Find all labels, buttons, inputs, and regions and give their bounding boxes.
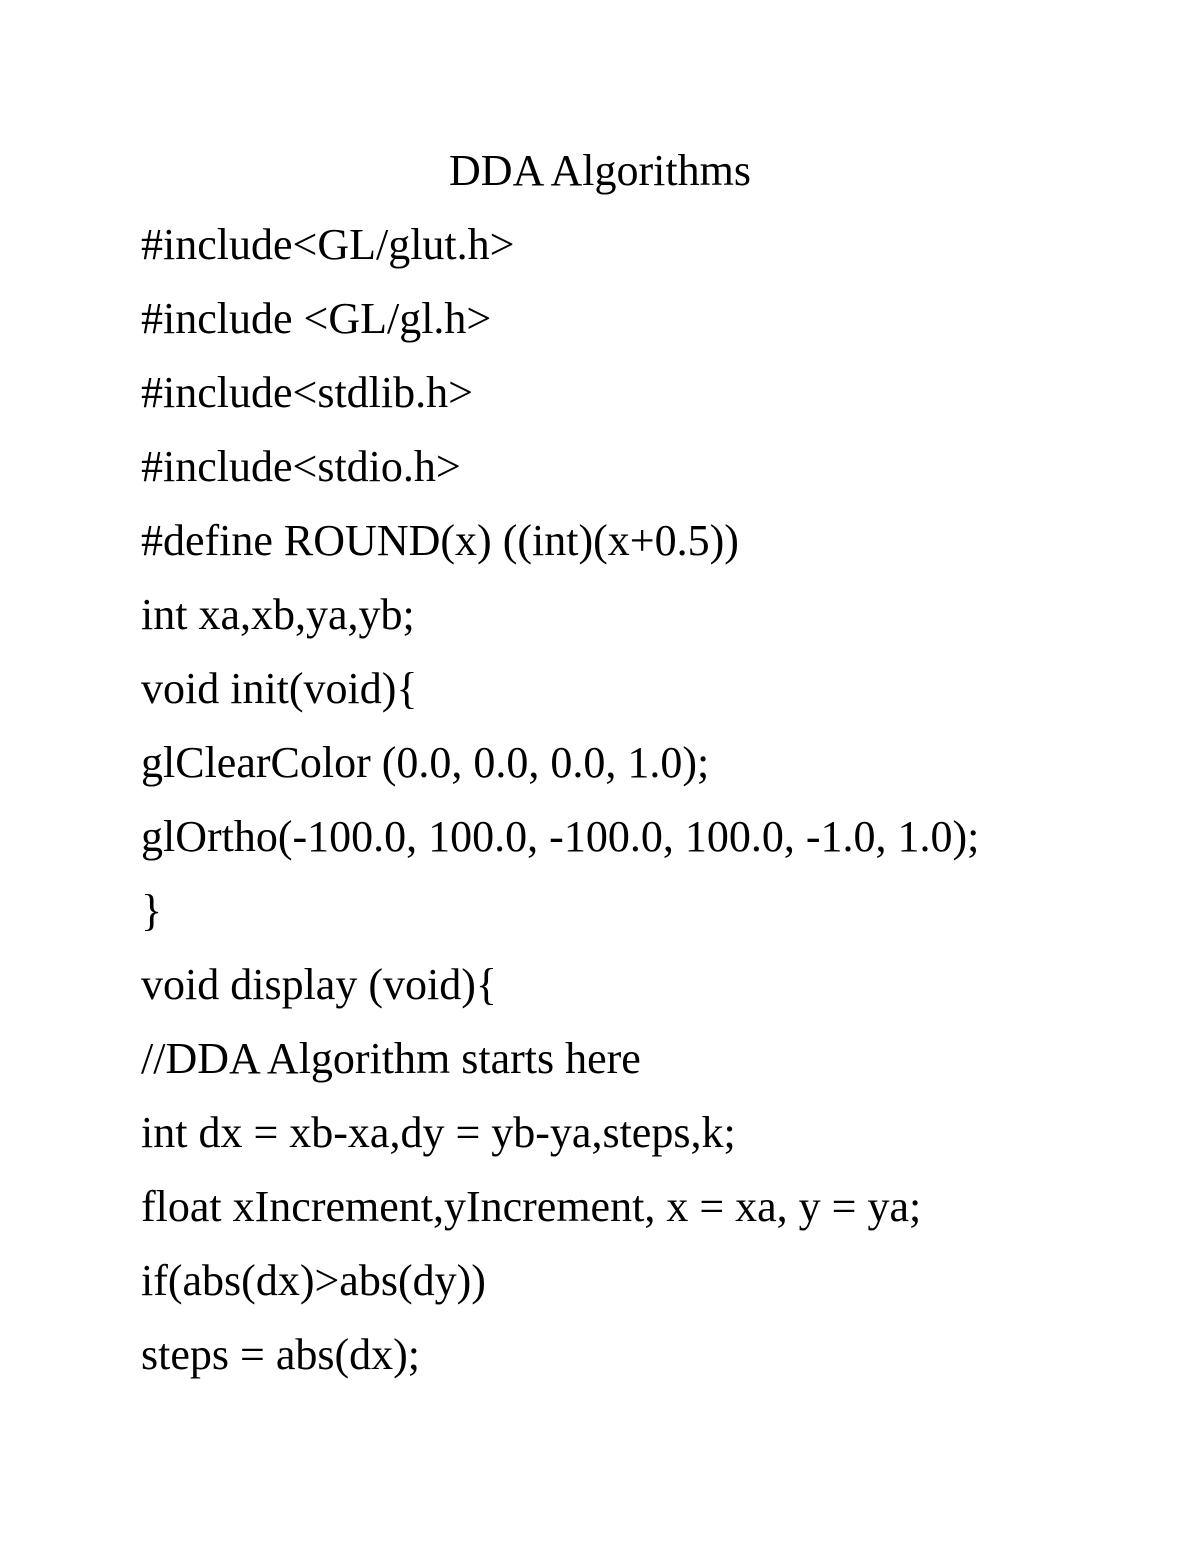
code-line: void display (void){ bbox=[141, 960, 497, 1009]
code-line: steps = abs(dx); bbox=[141, 1330, 420, 1379]
code-line: #include<GL/glut.h> bbox=[141, 220, 515, 269]
code-listing bbox=[141, 216, 1151, 1400]
code-line: } bbox=[141, 886, 163, 935]
code-line: int dx = xb-xa,dy = yb-ya,steps,k; bbox=[141, 1108, 736, 1157]
code-line: void init(void){ bbox=[141, 664, 418, 713]
code-line: glClearColor (0.0, 0.0, 0.0, 1.0); bbox=[141, 738, 710, 787]
code-line: #include<stdio.h> bbox=[141, 442, 461, 491]
code-line: //DDA Algorithm starts here bbox=[141, 1034, 641, 1083]
code-line: glOrtho(-100.0, 100.0, -100.0, 100.0, -1.0, 1.0); bbox=[141, 812, 980, 861]
code-line: #include <GL/gl.h> bbox=[141, 294, 492, 343]
code-line: int xa,xb,ya,yb; bbox=[141, 590, 415, 639]
code-line: #define ROUND(x) ((int)(x+0.5)) bbox=[141, 516, 739, 565]
code-line: if(abs(dx)>abs(dy)) bbox=[141, 1256, 486, 1305]
code-line: #include<stdlib.h> bbox=[141, 368, 473, 417]
document-title: DDA Algorithms bbox=[449, 146, 751, 195]
code-line: float xIncrement,yIncrement, x = xa, y = ya; bbox=[141, 1182, 922, 1231]
